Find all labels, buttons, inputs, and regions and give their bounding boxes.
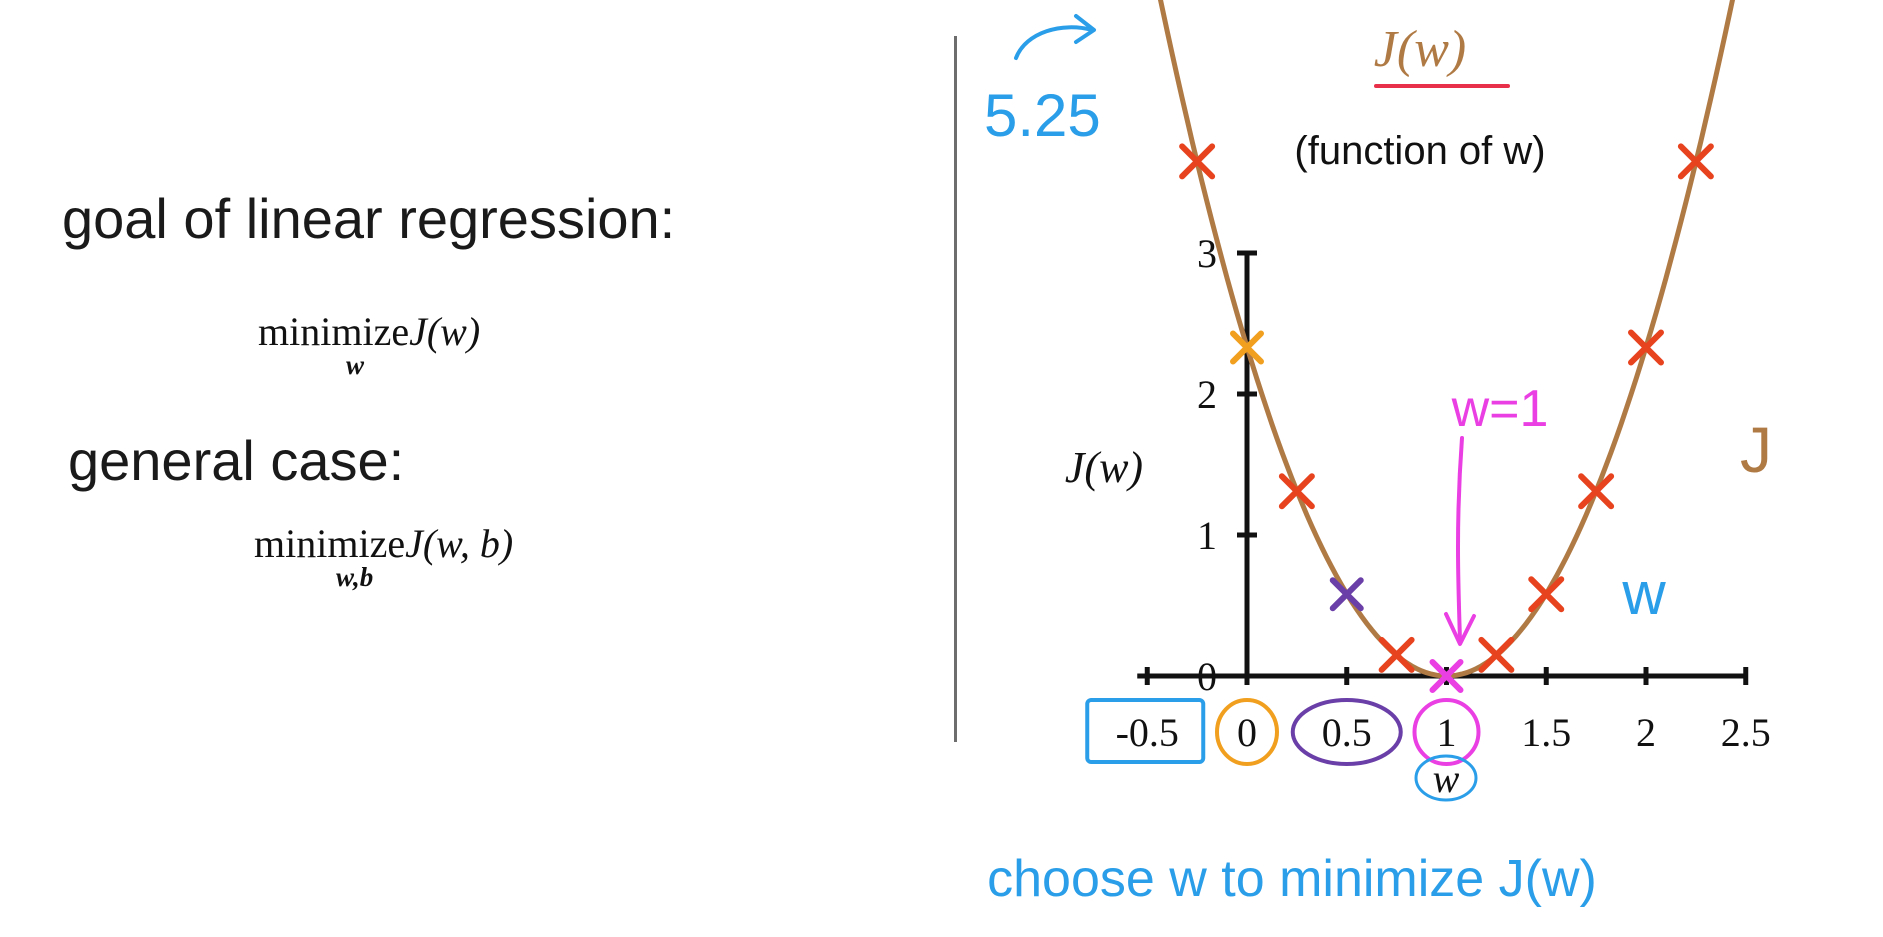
axis-w-annotation: w [1622,560,1666,627]
tick-labels-layer [1087,231,1771,764]
highlighted-point [1333,580,1361,608]
curve-label: J [1740,414,1772,486]
caption: choose w to minimize J(w) [987,850,1597,908]
data-point [1581,476,1611,506]
x-tick-label: -0.5 [1115,710,1179,755]
y-tick-label: 0 [1197,654,1217,699]
y-tick-label: 3 [1197,231,1217,276]
data-point [1282,476,1312,506]
x-axis-label: w [1432,756,1460,801]
goal-heading: goal of linear regression: [62,187,676,250]
general-formula-function: J(w, b) [405,521,514,566]
x-tick-label: 2.5 [1720,710,1771,755]
x-tick-label: 2 [1636,710,1656,755]
x-tick-label: 1 [1436,710,1457,755]
minimum-annotation: w=1 [1451,380,1549,438]
x-tick-label: 1.5 [1521,710,1572,755]
y-tick-label: 2 [1197,372,1217,417]
data-point [1382,640,1412,670]
x-tick-label: 0 [1237,710,1257,755]
goal-formula-subscript: w [346,350,365,380]
top-value-annotation: 5.25 [984,82,1101,149]
x-tick-label: 0.5 [1321,710,1372,755]
general-case-heading: general case: [68,429,405,492]
markers-layer [1133,0,1761,690]
goal-formula-function: J(w) [409,309,481,354]
data-point [1481,640,1511,670]
y-axis-label: J(w) [1064,443,1144,492]
annotation-arrow-icon [1016,27,1092,58]
y-tick-label: 1 [1197,513,1217,558]
chart-subtitle: (function of w) [1294,129,1546,173]
general-formula-subscript: w,b [336,562,374,592]
general-formula-operator: minimize [254,521,406,566]
data-point [1531,579,1561,609]
goal-formula-operator: minimize [258,309,410,354]
data-point [1631,332,1661,362]
minimum-arrow-icon [1458,438,1462,640]
chart-title: J(w) [1373,21,1467,78]
